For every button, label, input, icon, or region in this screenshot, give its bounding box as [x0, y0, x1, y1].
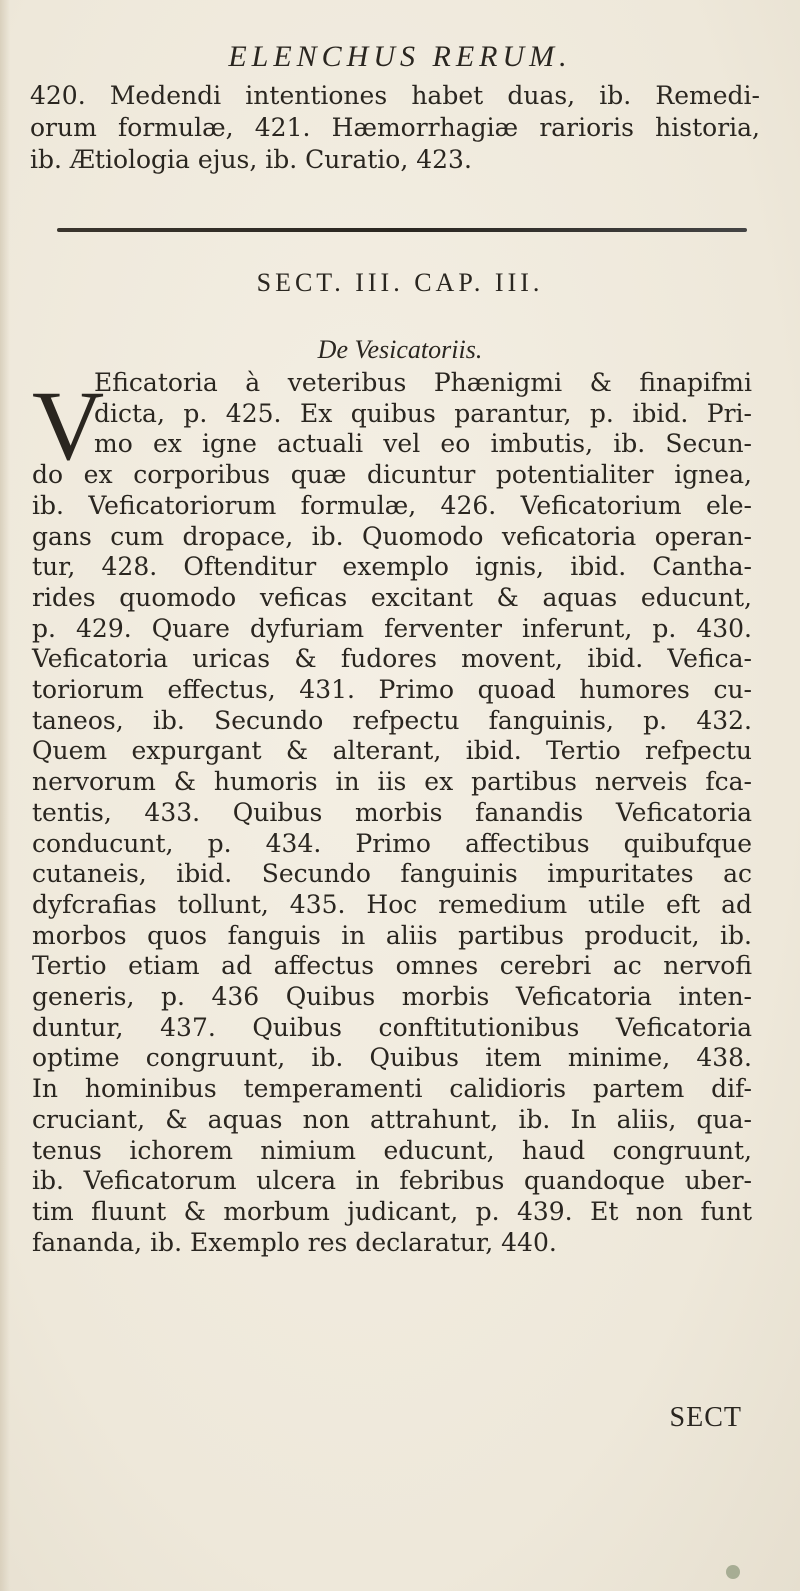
body-line: rides quomodo veficas excitant & aquas educunt, [32, 582, 752, 612]
body-line: duntur, 437. Quibus conftitutionibus Veficatoria [32, 1012, 752, 1042]
section-divider [57, 228, 747, 232]
section-body [32, 368, 752, 1258]
intro-line: orum formulæ, 421. Hæmorrhagiæ rarioris historia, [30, 113, 760, 142]
section-title: SECT. III. CAP. III. [256, 268, 544, 297]
paper-stain [726, 1565, 740, 1579]
section-subtitle: De Vesicatoriis. [317, 335, 483, 364]
catchword: SECT [669, 1402, 742, 1433]
body-line: dicta, p. 425. Ex quibus parantur, p. ibid. Pri- [94, 398, 752, 428]
body-line: Quem expurgant & alterant, ibid. Tertio refpectu [32, 736, 752, 766]
body-line: In hominibus temperamenti calidioris partem dif- [32, 1074, 752, 1104]
body-line: Veficatoria uricas & fudores movent, ibid. Vefica- [32, 644, 752, 674]
body-line: optime congruunt, ib. Quibus item minime, 438. [32, 1043, 752, 1073]
body-line: tur, 428. Oftenditur exemplo ignis, ibid. Cantha- [32, 552, 752, 582]
body-line: Eficatoria à veteribus Phænigmi & finapifmi [94, 368, 752, 397]
body-line: do ex corporibus quæ dicuntur potentialiter ignea, [32, 460, 752, 490]
intro-line: 420. Medendi intentiones habet duas, ib. Remedi- [30, 81, 760, 110]
body-line: p. 429. Quare dyfuriam ferventer inferunt, p. 430. [32, 613, 752, 643]
body-line: Tertio etiam ad affectus omnes cerebri ac nervofi [32, 951, 752, 981]
body-line: mo ex igne actuali vel eo imbutis, ib. Secun- [94, 429, 752, 459]
intro-paragraph [30, 80, 760, 176]
body-line: nervorum & humoris in iis ex partibus nerveis fca- [32, 767, 752, 797]
body-line: ib. Veficatoriorum formulæ, 426. Veficatorium ele- [32, 490, 752, 520]
body-line: tentis, 433. Quibus morbis fanandis Veficatoria [32, 797, 752, 827]
running-title: ELENCHUS RERUM. [228, 40, 572, 73]
body-line: generis, p. 436 Quibus morbis Veficatoria inten- [32, 982, 752, 1012]
body-line: tenus ichorem nimium educunt, haud congruunt, [32, 1135, 752, 1165]
body-line: fananda, ib. Exemplo res declaratur, 440. [32, 1227, 557, 1257]
body-line: cruciant, & aquas non attrahunt, ib. In aliis, qua- [32, 1104, 752, 1134]
intro-line: ib. Ætiologia ejus, ib. Curatio, 423. [30, 145, 472, 174]
body-line: gans cum dropace, ib. Quomodo veficatoria operan- [32, 521, 752, 551]
body-line: cutaneis, ibid. Secundo fanguinis impuritates ac [32, 859, 752, 889]
body-line: tim fluunt & morbum judicant, p. 439. Et non funt [32, 1196, 752, 1226]
body-line: morbos quos fanguis in aliis partibus producit, ib. [32, 920, 752, 950]
page-gutter-shadow [0, 0, 10, 1591]
body-line: taneos, ib. Secundo refpectu fanguinis, p. 432. [32, 705, 752, 735]
body-line: dyfcrafias tollunt, 435. Hoc remedium utile eft ad [32, 889, 752, 919]
drop-cap: V [32, 370, 105, 481]
body-line: conducunt, p. 434. Primo affectibus quibufque [32, 828, 752, 858]
body-line: ib. Veficatorum ulcera in febribus quandoque uber- [32, 1166, 752, 1196]
body-line: toriorum effectus, 431. Primo quoad humores cu- [32, 675, 752, 705]
